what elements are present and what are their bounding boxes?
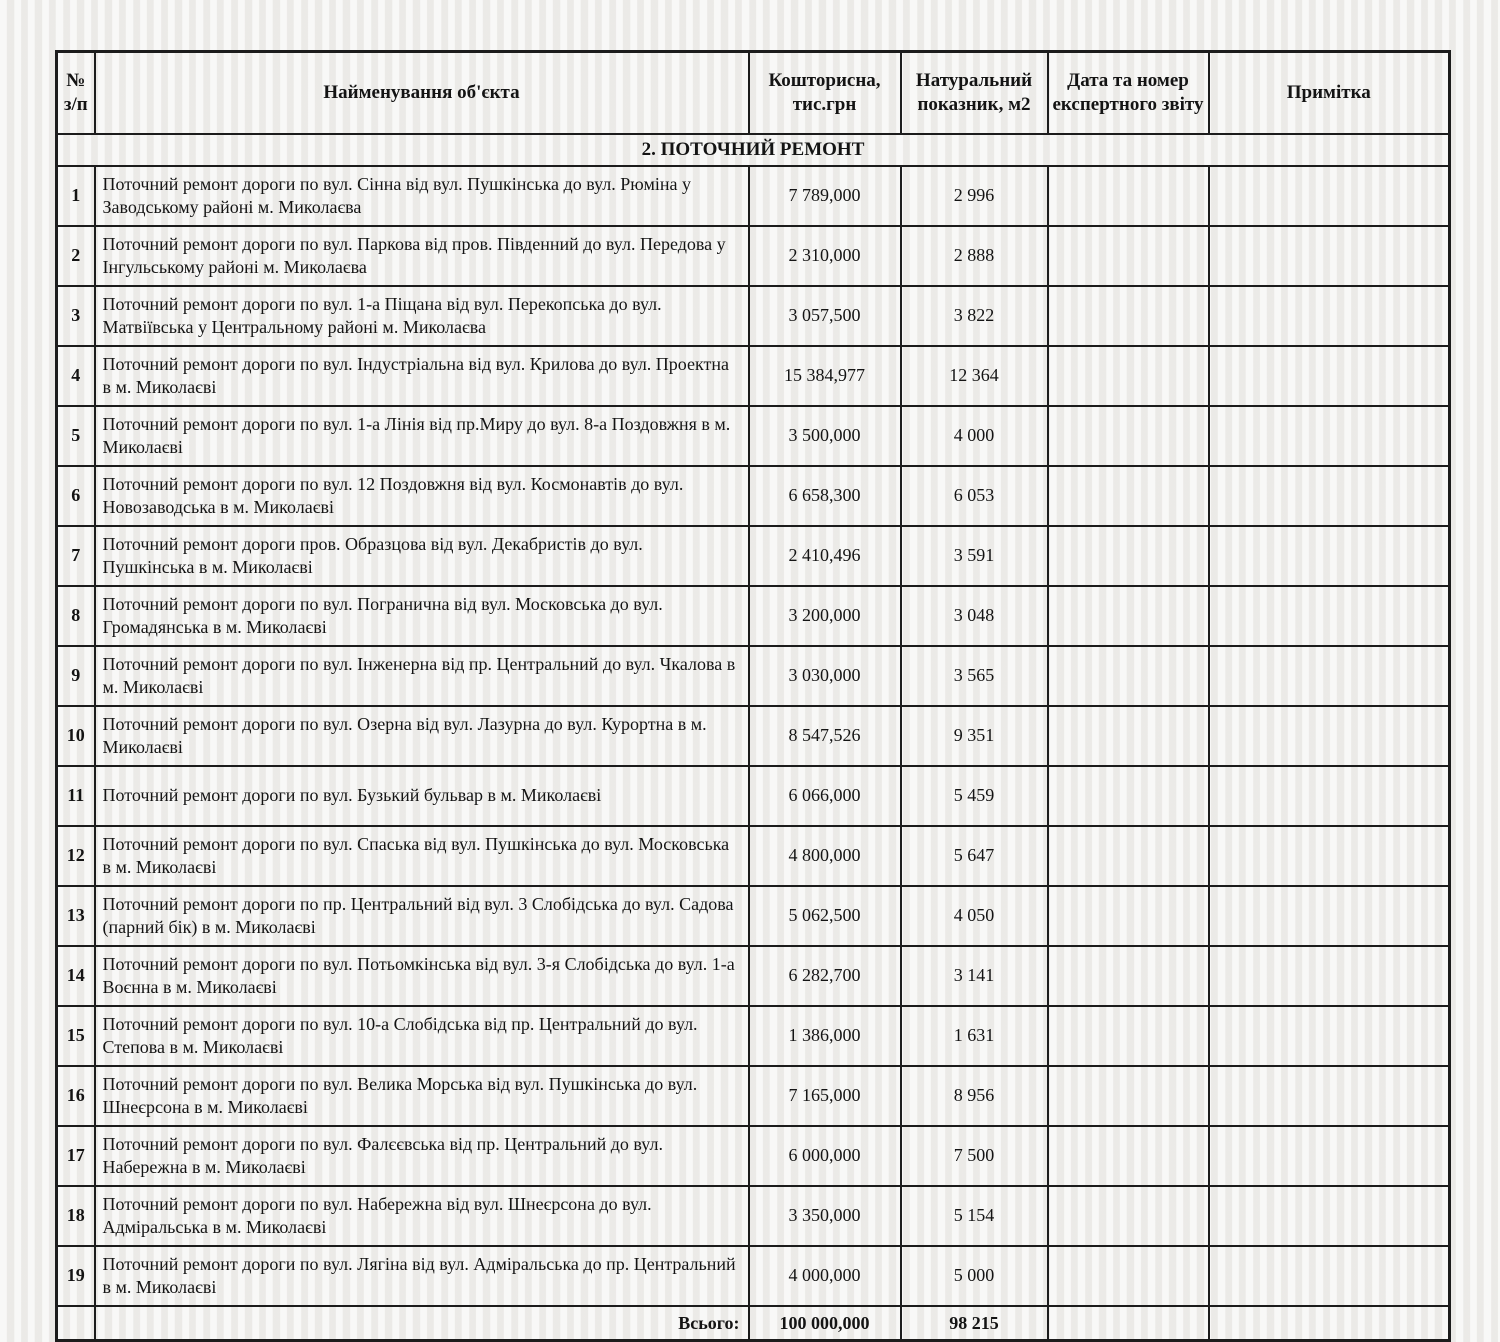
row-number-cell: 5 [57, 406, 95, 466]
row-number-cell: 10 [57, 706, 95, 766]
column-header-object-name: Найменування об'єкта [95, 52, 749, 135]
note-cell [1209, 1006, 1450, 1066]
cost-cell: 6 282,700 [749, 946, 901, 1006]
row-number-cell: 9 [57, 646, 95, 706]
table-body [57, 134, 1450, 1306]
report-cell [1048, 826, 1209, 886]
row-number-cell: 16 [57, 1066, 95, 1126]
row-number-cell: 8 [57, 586, 95, 646]
area-cell: 2 888 [901, 226, 1048, 286]
report-cell [1048, 586, 1209, 646]
cost-cell: 6 658,300 [749, 466, 901, 526]
row-number-cell: 2 [57, 226, 95, 286]
table-row [57, 586, 1450, 646]
row-number-cell: 6 [57, 466, 95, 526]
table-row [57, 406, 1450, 466]
table-row [57, 826, 1450, 886]
note-cell [1209, 286, 1450, 346]
note-cell [1209, 526, 1450, 586]
note-cell [1209, 826, 1450, 886]
total-row [57, 1306, 1450, 1341]
report-cell [1048, 646, 1209, 706]
note-cell [1209, 766, 1450, 826]
note-cell [1209, 166, 1450, 226]
cost-cell: 4 800,000 [749, 826, 901, 886]
cost-cell: 5 062,500 [749, 886, 901, 946]
report-cell [1048, 766, 1209, 826]
object-name-cell: Поточний ремонт дороги по вул. Інженерна від пр. Центральний до вул. Чкалова в м. Миколаєві [95, 646, 749, 706]
cost-cell: 3 200,000 [749, 586, 901, 646]
cost-cell: 6 066,000 [749, 766, 901, 826]
table-row [57, 946, 1450, 1006]
note-cell [1209, 586, 1450, 646]
table-row [57, 286, 1450, 346]
object-name-cell: Поточний ремонт дороги по вул. Погранична від вул. Московська до вул. Громадянська в м. Миколаєві [95, 586, 749, 646]
section-title-row [57, 134, 1450, 166]
report-cell [1048, 1066, 1209, 1126]
table-row [57, 646, 1450, 706]
object-name-cell: Поточний ремонт дороги по вул. 10-а Слобідська від пр. Центральний до вул. Степова в м. Миколаєві [95, 1006, 749, 1066]
column-header-row-number: № з/п [57, 52, 95, 135]
area-cell: 3 141 [901, 946, 1048, 1006]
note-cell [1209, 1186, 1450, 1246]
table-header [57, 52, 1450, 135]
report-cell [1048, 1126, 1209, 1186]
area-cell: 3 048 [901, 586, 1048, 646]
report-cell [1048, 526, 1209, 586]
report-cell [1048, 1186, 1209, 1246]
object-name-cell: Поточний ремонт дороги по вул. Фалєєвська від пр. Центральний до вул. Набережна в м. Миколаєві [95, 1126, 749, 1186]
total-area: 98 215 [901, 1306, 1048, 1341]
cost-cell: 15 384,977 [749, 346, 901, 406]
report-cell [1048, 946, 1209, 1006]
table-row [57, 886, 1450, 946]
cost-cell: 3 057,500 [749, 286, 901, 346]
table-row [57, 1066, 1450, 1126]
table-row [57, 526, 1450, 586]
report-cell [1048, 286, 1209, 346]
row-number-cell: 7 [57, 526, 95, 586]
total-cost: 100 000,000 [749, 1306, 901, 1341]
cost-cell: 1 386,000 [749, 1006, 901, 1066]
report-cell [1048, 886, 1209, 946]
note-cell [1209, 466, 1450, 526]
object-name-cell: Поточний ремонт дороги по вул. Індустріальна від вул. Крилова до вул. Проектна в м. Миколаєві [95, 346, 749, 406]
object-name-cell: Поточний ремонт дороги по вул. Паркова від пров. Південний до вул. Передова у Інгульському районі м. Миколаєва [95, 226, 749, 286]
area-cell: 6 053 [901, 466, 1048, 526]
area-cell: 5 647 [901, 826, 1048, 886]
cost-cell: 6 000,000 [749, 1126, 901, 1186]
row-number-cell: 12 [57, 826, 95, 886]
note-cell [1209, 646, 1450, 706]
note-cell [1209, 1246, 1450, 1306]
area-cell: 3 822 [901, 286, 1048, 346]
table-row [57, 466, 1450, 526]
area-cell: 2 996 [901, 166, 1048, 226]
cost-cell: 2 310,000 [749, 226, 901, 286]
object-name-cell: Поточний ремонт дороги по вул. Сінна від вул. Пушкінська до вул. Рюміна у Заводському районі м. Миколаєва [95, 166, 749, 226]
report-cell [1048, 466, 1209, 526]
road-repair-table [55, 50, 1451, 1342]
total-report-cell [1048, 1306, 1209, 1341]
report-cell [1048, 166, 1209, 226]
note-cell [1209, 346, 1450, 406]
report-cell [1048, 226, 1209, 286]
report-cell [1048, 346, 1209, 406]
cost-cell: 4 000,000 [749, 1246, 901, 1306]
table-header-row [57, 52, 1450, 135]
note-cell [1209, 886, 1450, 946]
object-name-cell: Поточний ремонт дороги по вул. Бузький бульвар в м. Миколаєві [95, 766, 749, 826]
row-number-cell: 13 [57, 886, 95, 946]
row-number-cell: 1 [57, 166, 95, 226]
object-name-cell: Поточний ремонт дороги по вул. Потьомкінська від вул. 3-я Слобідська до вул. 1-а Воєнна в м. Миколаєві [95, 946, 749, 1006]
row-number-cell: 18 [57, 1186, 95, 1246]
object-name-cell: Поточний ремонт дороги по вул. 1-а Піщана від вул. Перекопська до вул. Матвіївська у Центральному районі м. Миколаєва [95, 286, 749, 346]
section-title: 2. ПОТОЧНИЙ РЕМОНТ [57, 134, 1450, 166]
area-cell: 1 631 [901, 1006, 1048, 1066]
cost-cell: 3 350,000 [749, 1186, 901, 1246]
area-cell: 12 364 [901, 346, 1048, 406]
cost-cell: 3 500,000 [749, 406, 901, 466]
table-row [57, 706, 1450, 766]
object-name-cell: Поточний ремонт дороги по вул. Набережна від вул. Шнеєрсона до вул. Адміральська в м. Миколаєві [95, 1186, 749, 1246]
area-cell: 9 351 [901, 706, 1048, 766]
area-cell: 3 565 [901, 646, 1048, 706]
row-number-cell: 15 [57, 1006, 95, 1066]
object-name-cell: Поточний ремонт дороги по вул. Спаська від вул. Пушкінська до вул. Московська в м. Миколаєві [95, 826, 749, 886]
table-row [57, 226, 1450, 286]
note-cell [1209, 706, 1450, 766]
area-cell: 5 000 [901, 1246, 1048, 1306]
note-cell [1209, 406, 1450, 466]
area-cell: 7 500 [901, 1126, 1048, 1186]
row-number-cell: 17 [57, 1126, 95, 1186]
table-row [57, 1246, 1450, 1306]
area-cell: 4 000 [901, 406, 1048, 466]
note-cell [1209, 1066, 1450, 1126]
object-name-cell: Поточний ремонт дороги по пр. Центральний від вул. 3 Слобідська до вул. Садова (парний бік) в м. Миколаєві [95, 886, 749, 946]
report-cell [1048, 406, 1209, 466]
total-note-cell [1209, 1306, 1450, 1341]
object-name-cell: Поточний ремонт дороги по вул. 12 Поздовжня від вул. Космонавтів до вул. Новозаводська в м. Миколаєві [95, 466, 749, 526]
area-cell: 5 459 [901, 766, 1048, 826]
report-cell [1048, 706, 1209, 766]
note-cell [1209, 1126, 1450, 1186]
note-cell [1209, 226, 1450, 286]
object-name-cell: Поточний ремонт дороги по вул. 1-а Лінія від пр.Миру до вул. 8-а Поздовжня в м. Миколаєві [95, 406, 749, 466]
total-empty-number-cell [57, 1306, 95, 1341]
row-number-cell: 19 [57, 1246, 95, 1306]
table-row [57, 1126, 1450, 1186]
row-number-cell: 11 [57, 766, 95, 826]
area-cell: 3 591 [901, 526, 1048, 586]
row-number-cell: 3 [57, 286, 95, 346]
report-cell [1048, 1246, 1209, 1306]
row-number-cell: 14 [57, 946, 95, 1006]
table-row [57, 166, 1450, 226]
cost-cell: 7 165,000 [749, 1066, 901, 1126]
column-header-area: Натуральний показник, м2 [901, 52, 1048, 135]
cost-cell: 7 789,000 [749, 166, 901, 226]
area-cell: 4 050 [901, 886, 1048, 946]
object-name-cell: Поточний ремонт дороги по вул. Озерна від вул. Лазурна до вул. Курортна в м. Миколаєві [95, 706, 749, 766]
note-cell [1209, 946, 1450, 1006]
object-name-cell: Поточний ремонт дороги пров. Образцова від вул. Декабристів до вул. Пушкінська в м. Миколаєві [95, 526, 749, 586]
cost-cell: 2 410,496 [749, 526, 901, 586]
cost-cell: 3 030,000 [749, 646, 901, 706]
area-cell: 8 956 [901, 1066, 1048, 1126]
report-cell [1048, 1006, 1209, 1066]
table-row [57, 1006, 1450, 1066]
table-row [57, 766, 1450, 826]
cost-cell: 8 547,526 [749, 706, 901, 766]
table-row [57, 1186, 1450, 1246]
object-name-cell: Поточний ремонт дороги по вул. Велика Морська від вул. Пушкінська до вул. Шнеєрсона в м. Миколаєві [95, 1066, 749, 1126]
object-name-cell: Поточний ремонт дороги по вул. Лягіна від вул. Адміральська до пр. Центральний в м. Миколаєві [95, 1246, 749, 1306]
table-footer [57, 1306, 1450, 1341]
row-number-cell: 4 [57, 346, 95, 406]
column-header-expert-report: Дата та номер експертного звіту [1048, 52, 1209, 135]
column-header-cost: Кошторисна, тис.грн [749, 52, 901, 135]
total-label: Всього: [95, 1306, 749, 1341]
column-header-note: Примітка [1209, 52, 1450, 135]
area-cell: 5 154 [901, 1186, 1048, 1246]
table-row [57, 346, 1450, 406]
